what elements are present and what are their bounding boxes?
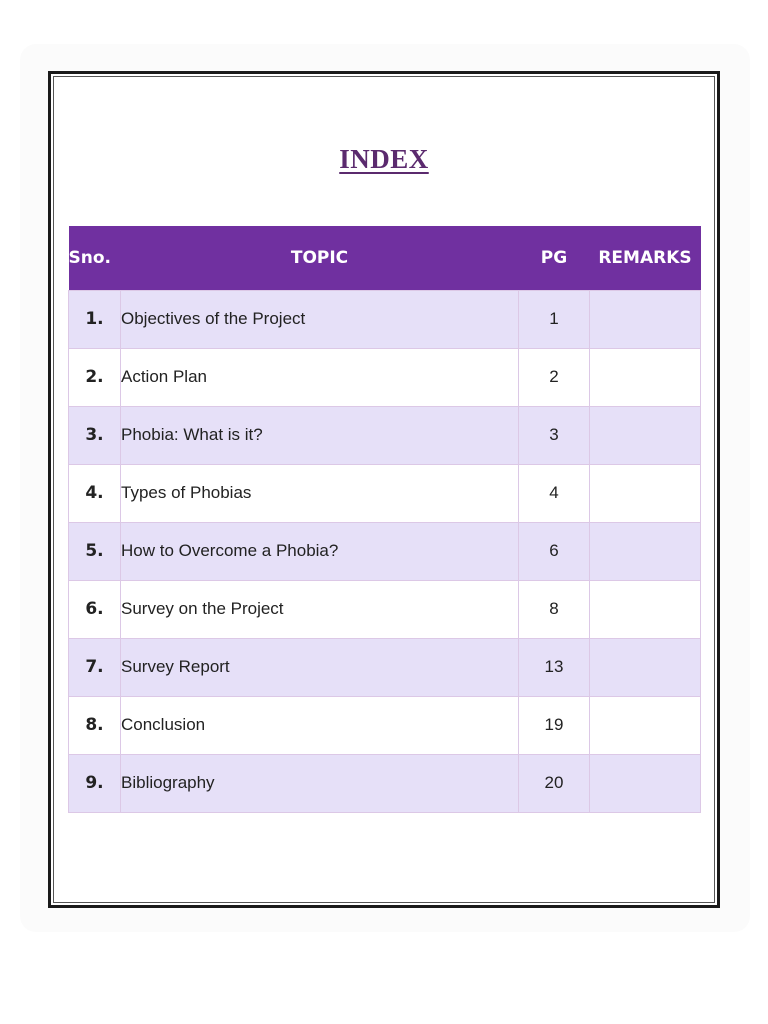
table-row — [69, 406, 701, 464]
table-row — [69, 464, 701, 522]
row-pg: 20 — [519, 754, 590, 812]
row-remarks — [590, 696, 701, 754]
index-table — [68, 226, 701, 813]
table-row — [69, 638, 701, 696]
table-row — [69, 348, 701, 406]
table-body — [69, 290, 701, 812]
row-sno: 3. — [69, 406, 121, 464]
row-pg: 4 — [519, 464, 590, 522]
row-pg: 8 — [519, 580, 590, 638]
row-topic: Types of Phobias — [121, 464, 519, 522]
header-topic: TOPIC — [290, 247, 349, 268]
row-pg: 2 — [519, 348, 590, 406]
row-remarks — [590, 580, 701, 638]
row-sno: 1. — [69, 290, 121, 348]
row-topic: Phobia: What is it? — [121, 406, 519, 464]
row-sno: 9. — [69, 754, 121, 812]
row-remarks — [590, 464, 701, 522]
table-row — [69, 522, 701, 580]
row-remarks — [590, 638, 701, 696]
table-row — [69, 290, 701, 348]
row-sno: 2. — [69, 348, 121, 406]
row-remarks — [590, 290, 701, 348]
header-remarks: REMARKS — [598, 247, 692, 268]
row-sno: 8. — [69, 696, 121, 754]
row-sno: 7. — [69, 638, 121, 696]
index-title: INDEX — [339, 144, 429, 174]
row-pg: 1 — [519, 290, 590, 348]
table-row — [69, 696, 701, 754]
row-pg: 19 — [519, 696, 590, 754]
row-sno: 4. — [69, 464, 121, 522]
header-row — [69, 226, 701, 290]
row-sno: 6. — [69, 580, 121, 638]
row-remarks — [590, 754, 701, 812]
row-topic: Survey on the Project — [121, 580, 519, 638]
row-topic: Survey Report — [121, 638, 519, 696]
header-sno: Sno. — [68, 247, 111, 268]
row-remarks — [590, 348, 701, 406]
header-pg: PG — [540, 247, 568, 268]
row-pg: 13 — [519, 638, 590, 696]
row-pg: 3 — [519, 406, 590, 464]
row-remarks — [590, 522, 701, 580]
table-row — [69, 754, 701, 812]
row-sno: 5. — [69, 522, 121, 580]
row-topic: How to Overcome a Phobia? — [121, 522, 519, 580]
row-topic: Bibliography — [121, 754, 519, 812]
row-topic: Action Plan — [121, 348, 519, 406]
row-topic: Conclusion — [121, 696, 519, 754]
row-pg: 6 — [519, 522, 590, 580]
row-topic: Objectives of the Project — [121, 290, 519, 348]
table-row — [69, 580, 701, 638]
row-remarks — [590, 406, 701, 464]
table-header — [69, 226, 701, 290]
